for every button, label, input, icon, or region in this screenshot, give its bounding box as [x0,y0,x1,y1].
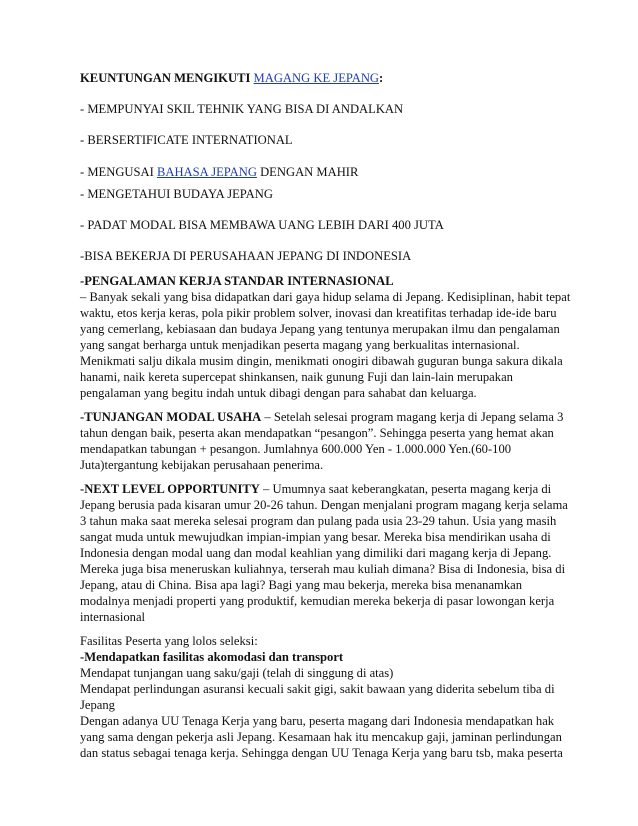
paragraph-line: 3 tahun maka saat mereka selesai program dan pulang pada usia 23-29 tahun. Usia yang masih [80,514,557,528]
paragraph-line: – Banyak sekali yang bisa didapatkan dari gaya hidup selama di Jepang. Kedisiplinan, habit tepat [80,290,571,304]
paragraph-line: Mendapat tunjangan uang saku/gaji (telah di singgung di atas) [80,666,394,680]
paragraph-line: Menikmati salju dikala musim dingin, menikmati onogiri dibawah guguran bunga sakura dikala [80,354,563,368]
benefit-item: - MENGETAHUI BUDAYA JEPANG [80,187,273,201]
paragraph-line [80,409,563,425]
paragraph-line: internasional [80,610,146,624]
benefit-text: - MENGUSAI [80,165,157,179]
paragraph-line: Fasilitas Peserta yang lolos seleksi: [80,634,258,648]
paragraph-line [80,481,551,497]
heading-prefix: KEUNTUNGAN MENGIKUTI [80,71,254,85]
benefit-item: - PADAT MODAL BISA MEMBAWA UANG LEBIH DARI 400 JUTA [80,218,444,232]
section-title: -Mendapatkan fasilitas akomodasi dan transport [80,650,344,664]
paragraph-line: yang cemerlang, kebiasaan dan budaya Jepang yang tentunya merupakan ilmu dan pengalaman [80,322,560,336]
paragraph-line: hanami, naik kereta supercepat shinkansen, naik gunung Fuji dan lain-lain merupakan [80,370,513,384]
paragraph-line: Indonesia dengan modal uang dan modal keahlian yang dimiliki dari magang kerja di Jepang. [80,546,552,560]
paragraph-text: – Umumnya saat keberangkatan, peserta magang kerja di [259,482,552,496]
section-title: -NEXT LEVEL OPPORTUNITY [80,482,260,496]
paragraph-line: waktu, etos kerja keras, pola pikir problem solver, inovasi dan kreatifitas terhadap ide-ide baru [80,306,557,320]
benefit-item: - MEMPUNYAI SKIL TEHNIK YANG BISA DI ANDALKAN [80,102,404,116]
paragraph-line: Mendapat perlindungan asuransi kecuali sakit gigi, sakit bawaan yang diderita sebelum tiba di [80,682,555,696]
paragraph-line: Jepang berusia pada kisaran umur 20-26 tahun. Dengan menjalani program magang kerja selama [80,498,568,512]
paragraph-text: – Setelah selesai program magang kerja di Jepang selama 3 [261,410,564,424]
paragraph-line: Juta)tergantung kebijakan perusahaan penerima. [80,458,324,472]
heading-suffix: : [379,71,384,85]
page-heading [80,70,383,86]
paragraph-line: dan status sebagai tenaga kerja. Sehingga dengan UU Tenaga Kerja yang baru tsb, maka peserta [80,746,563,760]
paragraph-line: Jepang, atau di China. Bisa apa lagi? Bagi yang mau bekerja, mereka bisa menanamkan [80,578,523,592]
paragraph-line: modalnya menjadi properti yang produktif, kemudian mereka bekerja di pasar lowongan kerja [80,594,555,608]
paragraph-line: Jepang [80,698,115,712]
paragraph-line: Dengan adanya UU Tenaga Kerja yang baru, peserta magang dari Indonesia mendapatkan hak [80,714,555,728]
bahasa-jepang-link[interactable]: BAHASA JEPANG [156,165,257,179]
benefit-item: - BERSERTIFICATE INTERNATIONAL [80,133,293,147]
paragraph-line: yang sama dengan pekerja asli Jepang. Kesamaan hak itu mencakup gaji, jaminan perlindungan [80,730,562,744]
paragraph-line: Mereka juga bisa meneruskan kuliahnya, terserah mau kuliah dimana? Bisa di Indonesia, bisa di [80,562,566,576]
benefit-item: -BISA BEKERJA DI PERUSAHAAN JEPANG DI INDONESIA [80,249,412,263]
benefit-text: DENGAN MAHIR [256,165,359,179]
paragraph-line: mendapatkan tabungan + pesangon. Jumlahnya 600.000 Yen - 1.000.000 Yen.(60-100 [80,442,512,456]
magang-ke-jepang-link[interactable]: MAGANG KE JEPANG [253,71,380,85]
benefit-item [80,164,358,180]
paragraph-line: tahun dengan baik, peserta akan mendapatkan “pesangon”. Sehingga peserta yang hemat akan [80,426,554,440]
paragraph-line: pengalaman yang begitu indah untuk dibagi dengan para sahabat dan keluarga. [80,386,477,400]
section-title: -PENGALAMAN KERJA STANDAR INTERNASIONAL [80,274,394,288]
paragraph-line: yang sangat berharga untuk menjadikan peserta magang yang berkualitas internasional. [80,338,520,352]
section-title: -TUNJANGAN MODAL USAHA [80,410,262,424]
paragraph-line: sangat muda untuk mewujudkan impian-impian yang besar. Mereka bisa mendirikan usaha di [80,530,551,544]
